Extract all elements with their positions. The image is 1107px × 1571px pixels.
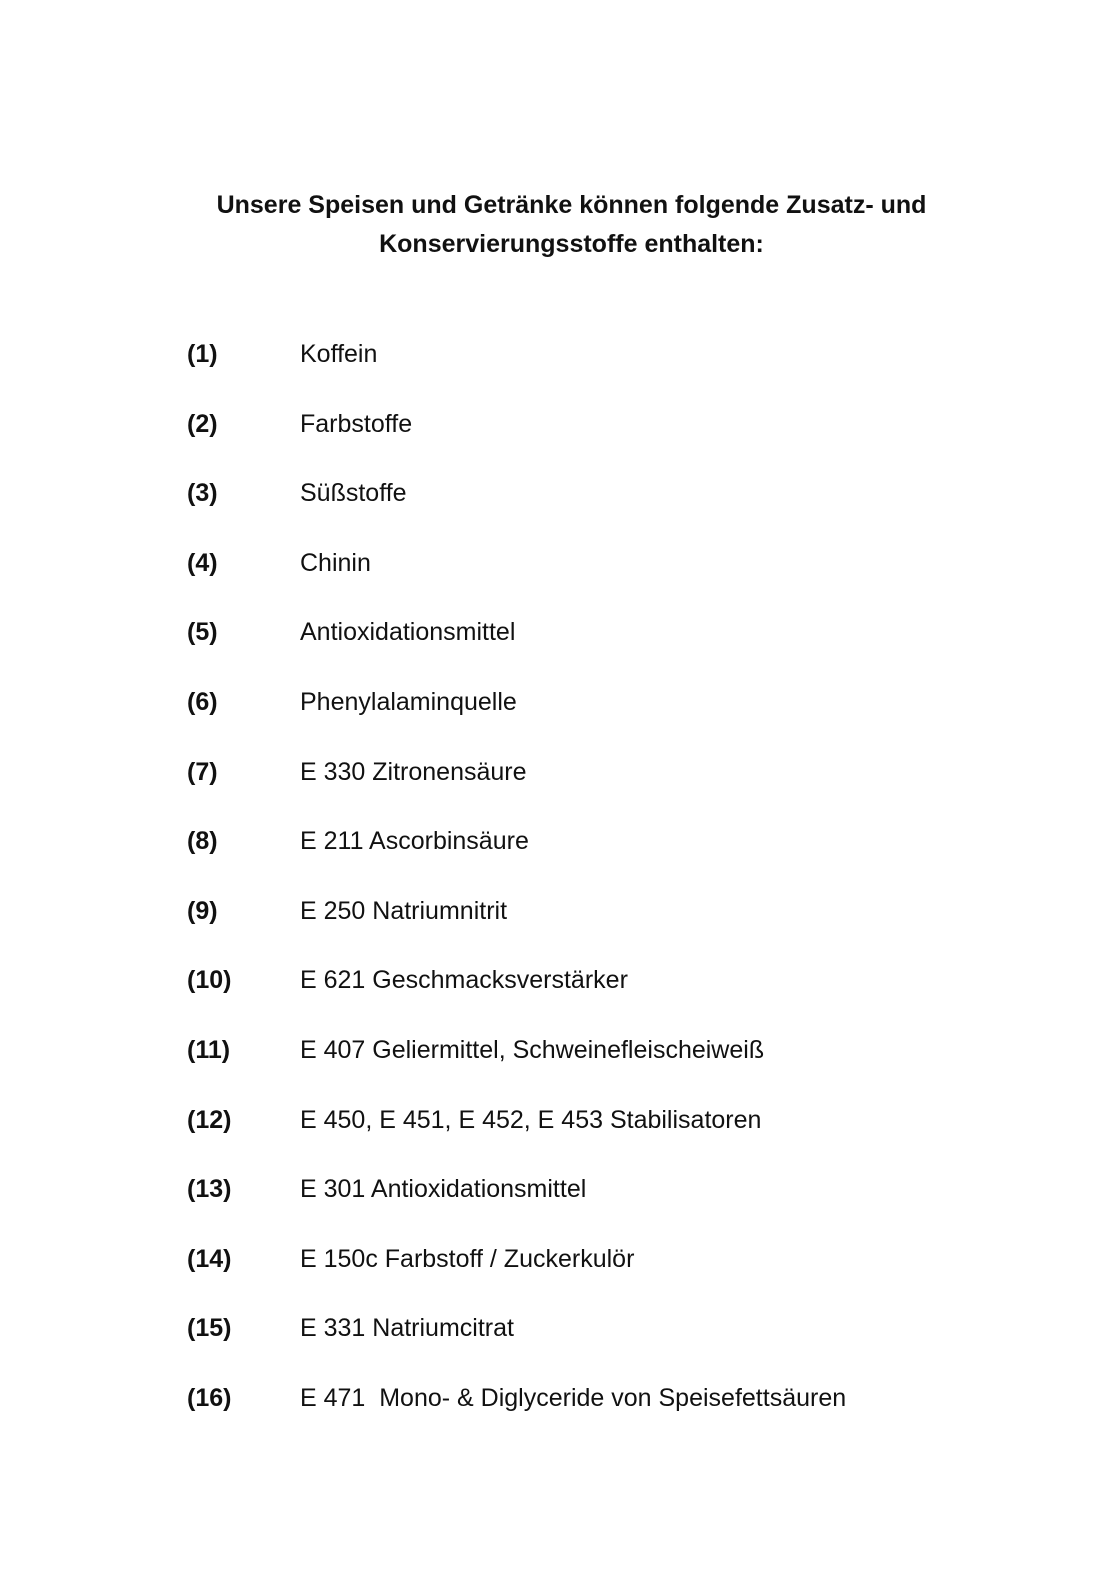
list-item	[187, 1101, 846, 1171]
item-number: (13)	[187, 1175, 232, 1204]
item-number: (16)	[187, 1383, 232, 1412]
item-number: (14)	[187, 1244, 232, 1273]
item-label: E 450, E 451, E 452, E 453 Stabilisatoren	[300, 1105, 762, 1134]
item-number: (15)	[187, 1314, 232, 1343]
list-item	[187, 753, 846, 823]
additives-list	[187, 335, 846, 1449]
list-item	[187, 1031, 846, 1101]
list-item	[187, 1240, 846, 1310]
item-number: (2)	[187, 409, 218, 438]
list-item	[187, 683, 846, 753]
title-line-1: Unsere Speisen und Getränke können folgende Zusatz- und	[216, 191, 927, 219]
item-label: Chinin	[300, 548, 371, 577]
item-number: (5)	[187, 618, 218, 647]
item-number: (11)	[187, 1035, 231, 1064]
item-number: (6)	[187, 687, 218, 716]
item-number: (4)	[187, 548, 218, 577]
list-item	[187, 892, 846, 962]
item-label: E 621 Geschmacksverstärker	[300, 966, 628, 995]
item-label: E 330 Zitronensäure	[300, 757, 527, 786]
list-item	[187, 822, 846, 892]
item-label: Koffein	[300, 340, 378, 368]
item-label: E 301 Antioxidationsmittel	[300, 1175, 587, 1204]
item-label: E 250 Natriumnitrit	[300, 896, 508, 925]
list-item	[187, 544, 846, 614]
list-item	[187, 405, 846, 475]
item-label: E 150c Farbstoff / Zuckerkulör	[300, 1244, 635, 1273]
list-item	[187, 1379, 846, 1449]
list-item	[187, 961, 846, 1031]
item-number: (8)	[187, 827, 218, 856]
list-item	[187, 335, 846, 405]
page-title	[150, 186, 993, 264]
list-item	[187, 474, 846, 544]
item-label: Antioxidationsmittel	[300, 618, 516, 647]
item-label: E 471 Mono- & Diglyceride von Speisefettsäuren	[300, 1383, 847, 1412]
item-label: E 331 Natriumcitrat	[300, 1314, 514, 1343]
item-label: Süßstoffe	[300, 479, 407, 508]
item-number: (12)	[187, 1105, 232, 1134]
item-label: Farbstoffe	[300, 409, 413, 438]
list-item	[187, 613, 846, 683]
title-line-2: Konservierungsstoffe enthalten:	[379, 230, 764, 258]
item-number: (9)	[187, 896, 218, 925]
item-number: (10)	[187, 966, 232, 995]
item-number: (1)	[187, 340, 218, 368]
item-number: (7)	[187, 757, 218, 786]
item-label: E 211 Ascorbinsäure	[300, 827, 529, 856]
item-label: E 407 Geliermittel, Schweinefleischeiweiß	[300, 1035, 765, 1064]
item-label: Phenylalaminquelle	[300, 687, 517, 716]
item-number: (3)	[187, 479, 218, 508]
list-item	[187, 1170, 846, 1240]
list-item	[187, 1309, 846, 1379]
